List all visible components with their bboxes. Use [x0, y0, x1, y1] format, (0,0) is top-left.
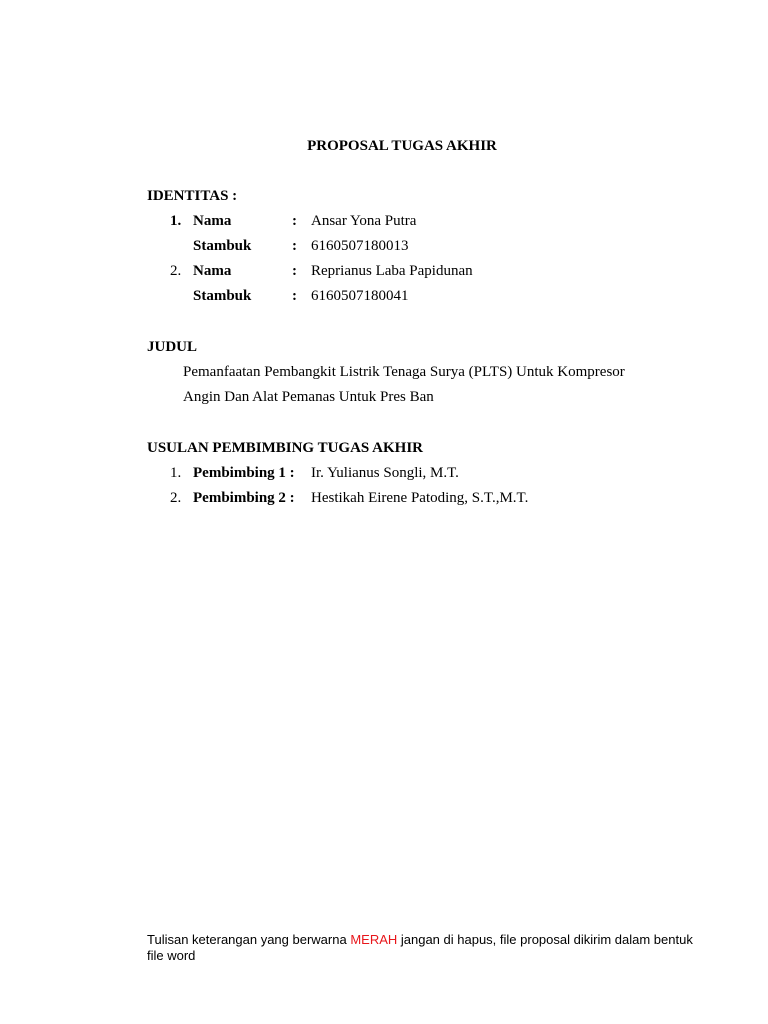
note-text: Tulisan keterangan yang berwarna [147, 932, 351, 947]
pembimbing-number: 1. [170, 465, 182, 481]
colon: : [292, 213, 297, 229]
identitas-heading: IDENTITAS : [147, 188, 238, 204]
name-value: Reprianus Laba Papidunan [311, 263, 473, 279]
note-highlight: MERAH [350, 932, 398, 947]
name-label: Nama [193, 263, 232, 279]
note-text: jangan di hapus, file proposal dikirim dalam bentuk file word [147, 932, 693, 963]
usulan-heading: USULAN PEMBIMBING TUGAS AKHIR [147, 440, 424, 456]
colon: : [292, 288, 297, 304]
member-number: 2. [170, 263, 182, 279]
name-value: Ansar Yona Putra [311, 213, 417, 229]
page-title: PROPOSAL TUGAS AKHIR [307, 138, 497, 154]
judul-line: Angin Dan Alat Pemanas Untuk Pres Ban [183, 389, 434, 405]
pembimbing-label: Pembimbing 2 : [193, 490, 295, 506]
stambuk-value: 6160507180013 [311, 238, 409, 254]
stambuk-label: Stambuk [193, 288, 252, 304]
pembimbing-value: Ir. Yulianus Songli, M.T. [311, 465, 459, 481]
judul-line: Pemanfaatan Pembangkit Listrik Tenaga Surya (PLTS) Untuk Kompresor [183, 364, 625, 380]
member-number: 1. [170, 213, 182, 229]
pembimbing-label: Pembimbing 1 : [193, 465, 295, 481]
pembimbing-value: Hestikah Eirene Patoding, S.T.,M.T. [311, 490, 529, 506]
pembimbing-number: 2. [170, 490, 182, 506]
judul-heading: JUDUL [147, 339, 198, 355]
footer-note [147, 932, 707, 964]
stambuk-label: Stambuk [193, 238, 252, 254]
colon: : [292, 263, 297, 279]
name-label: Nama [193, 213, 232, 229]
stambuk-value: 6160507180041 [311, 288, 409, 304]
colon: : [292, 238, 297, 254]
